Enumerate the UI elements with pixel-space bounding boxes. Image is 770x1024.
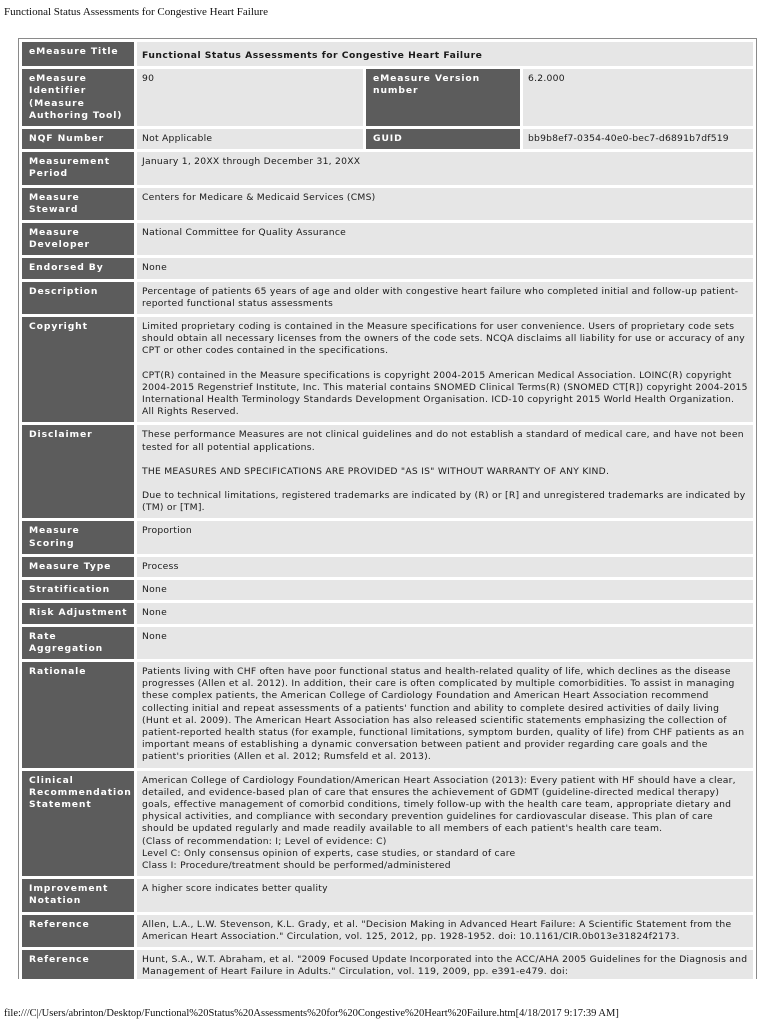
guid-label: GUID [366, 129, 520, 149]
measure-table [19, 39, 756, 979]
copyright-label: Copyright [22, 317, 134, 422]
row-copyright [22, 317, 753, 422]
version-value: 6.2.000 [523, 69, 753, 126]
description-label: Description [22, 282, 134, 314]
row-clinical [22, 771, 753, 877]
type-label: Measure Type [22, 557, 134, 577]
row-aggregation [22, 627, 753, 659]
title-value: Functional Status Assessments for Congestive Heart Failure [137, 42, 753, 66]
stratification-label: Stratification [22, 580, 134, 600]
row-nqf [22, 129, 753, 149]
row-endorsed [22, 258, 753, 278]
disclaimer-paragraph-1: These performance Measures are not clinical guidelines and do not establish a standard of medical care, and have not been tested for all potential applications. [142, 429, 744, 453]
version-label: eMeasure Version number [366, 69, 520, 126]
period-label: Measurement Period [22, 152, 134, 184]
improvement-value: A higher score indicates better quality [137, 879, 753, 911]
row-improvement [22, 879, 753, 911]
nqf-value: Not Applicable [137, 129, 363, 149]
row-reference-2 [22, 950, 753, 979]
rationale-value: Patients living with CHF often have poor functional status and health-related quality of life, which declines as the disease progresses (Allen et al. 2012). In addition, their care is often complicated by multiple comorbidities. To assist in managing these complex patients, the American College of Cardiology Foundation and American Heart Association recommend collecting initial and repeat assessments of a patients' function and ability to complete desired activities of daily living (Hunt et al. 2009). The American Heart Association has also released scientific statements emphasizing the collection of patient-reported health status (for example, functional limitations, symptom burden, quality of life) from CHF patients as an important means of establishing a dynamic conversation between patient and provider regarding care goals and the patient's priorities (Allen et al. 2012; Rumsfeld et al. 2013). [137, 662, 753, 768]
disclaimer-label: Disclaimer [22, 425, 134, 518]
row-identifier [22, 69, 753, 126]
scoring-value: Proportion [137, 521, 753, 553]
row-steward [22, 188, 753, 220]
clinical-label: Clinical Recommendation Statement [22, 771, 134, 877]
reference-2-value: Hunt, S.A., W.T. Abraham, et al. "2009 Focused Update Incorporated into the ACC/AHA 2005 Guidelines for the Diagnosis and Management of Heart Failure in Adults." Circulation, vol. 119, 2009, pp. e391-e479. doi: [137, 950, 753, 979]
aggregation-label: Rate Aggregation [22, 627, 134, 659]
page-footer: file:///C|/Users/abrinton/Desktop/Functional%20Status%20Assessments%20for%20Congestive%20Heart%20Failure.htm[4/18/2017 9:17:39 AM] [4, 1008, 619, 1019]
disclaimer-value [137, 425, 753, 518]
row-period [22, 152, 753, 184]
risk-value: None [137, 603, 753, 623]
aggregation-value: None [137, 627, 753, 659]
endorsed-value: None [137, 258, 753, 278]
row-title [22, 42, 753, 66]
row-reference-1 [22, 915, 753, 947]
reference-1-label: Reference [22, 915, 134, 947]
row-developer [22, 223, 753, 255]
description-value: Percentage of patients 65 years of age and older with congestive heart failure who completed initial and follow-up patient-reported functional status assessments [137, 282, 753, 314]
reference-2-label: Reference [22, 950, 134, 979]
identifier-value: 90 [137, 69, 363, 126]
rationale-label: Rationale [22, 662, 134, 768]
steward-value: Centers for Medicare & Medicaid Services (CMS) [137, 188, 753, 220]
clinical-class-level: (Class of recommendation: I; Level of evidence: C) [142, 835, 387, 847]
copyright-paragraph-1: Limited proprietary coding is contained in the Measure specifications for user convenience. Users of proprietary code sets should obtain all necessary licenses from the owners of the code sets. NCQA disclaims all liability for use or accuracy of any CPT or other codes contained in the specifications. [142, 321, 745, 357]
disclaimer-paragraph-2: THE MEASURES AND SPECIFICATIONS ARE PROVIDED "AS IS" WITHOUT WARRANTY OF ANY KIND. [142, 465, 610, 477]
type-value: Process [137, 557, 753, 577]
period-value: January 1, 20XX through December 31, 20XX [137, 152, 753, 184]
guid-value: bb9b8ef7-0354-40e0-bec7-d6891b7df519 [523, 129, 753, 149]
row-type [22, 557, 753, 577]
reference-1-value: Allen, L.A., L.W. Stevenson, K.L. Grady, et al. "Decision Making in Advanced Heart Failure: A Scientific Statement from the American Heart Association." Circulation, vol. 125, 2012, pp. 1928-1952. doi: 10.1161/CIR.0b013e31824f2173. [137, 915, 753, 947]
row-risk [22, 603, 753, 623]
risk-label: Risk Adjustment [22, 603, 134, 623]
row-stratification [22, 580, 753, 600]
scoring-label: Measure Scoring [22, 521, 134, 553]
copyright-value [137, 317, 753, 422]
developer-label: Measure Developer [22, 223, 134, 255]
nqf-label: NQF Number [22, 129, 134, 149]
row-scoring [22, 521, 753, 553]
measure-table-frame [18, 38, 757, 979]
stratification-value: None [137, 580, 753, 600]
identifier-label: eMeasure Identifier (Measure Authoring Tool) [22, 69, 134, 126]
clinical-value [137, 771, 753, 877]
clinical-level-c: Level C: Only consensus opinion of experts, case studies, or standard of care [142, 847, 516, 859]
disclaimer-paragraph-3: Due to technical limitations, registered trademarks are indicated by (R) or [R] and unregistered trademarks are indicated by (TM) or [TM]. [142, 490, 746, 514]
clinical-class-i: Class I: Procedure/treatment should be performed/administered [142, 859, 451, 871]
title-label: eMeasure Title [22, 42, 134, 66]
page-header: Functional Status Assessments for Congestive Heart Failure [4, 6, 268, 18]
improvement-label: Improvement Notation [22, 879, 134, 911]
developer-value: National Committee for Quality Assurance [137, 223, 753, 255]
row-description [22, 282, 753, 314]
clinical-statement: American College of Cardiology Foundation/American Heart Association (2013): Every patient with HF should have a clear, detailed, and evidence-based plan of care that ensures the achievement of GDMT (guideline-directed medical therapy) goals, effective management of comorbid conditions, timely follow-up with the health care team, appropriate dietary and physical activities, and compliance with secondary prevention guidelines for cardiovascular disease. This plan of care should be updated regularly and made readily available to all members of each patient's health care team. [142, 774, 736, 835]
row-disclaimer [22, 425, 753, 518]
steward-label: Measure Steward [22, 188, 134, 220]
row-rationale [22, 662, 753, 768]
endorsed-label: Endorsed By [22, 258, 134, 278]
copyright-paragraph-2: CPT(R) contained in the Measure specifications is copyright 2004-2015 American Medical Association. LOINC(R) copyright 2004-2015 Regenstrief Institute, Inc. This material contains SNOMED Clinical Terms(R) (SNOMED CT[R]) copyright 2004-2015 International Health Terminology Standards Development Organisation. ICD-10 copyright 2015 World Health Organization. All Rights Reserved. [142, 369, 748, 418]
